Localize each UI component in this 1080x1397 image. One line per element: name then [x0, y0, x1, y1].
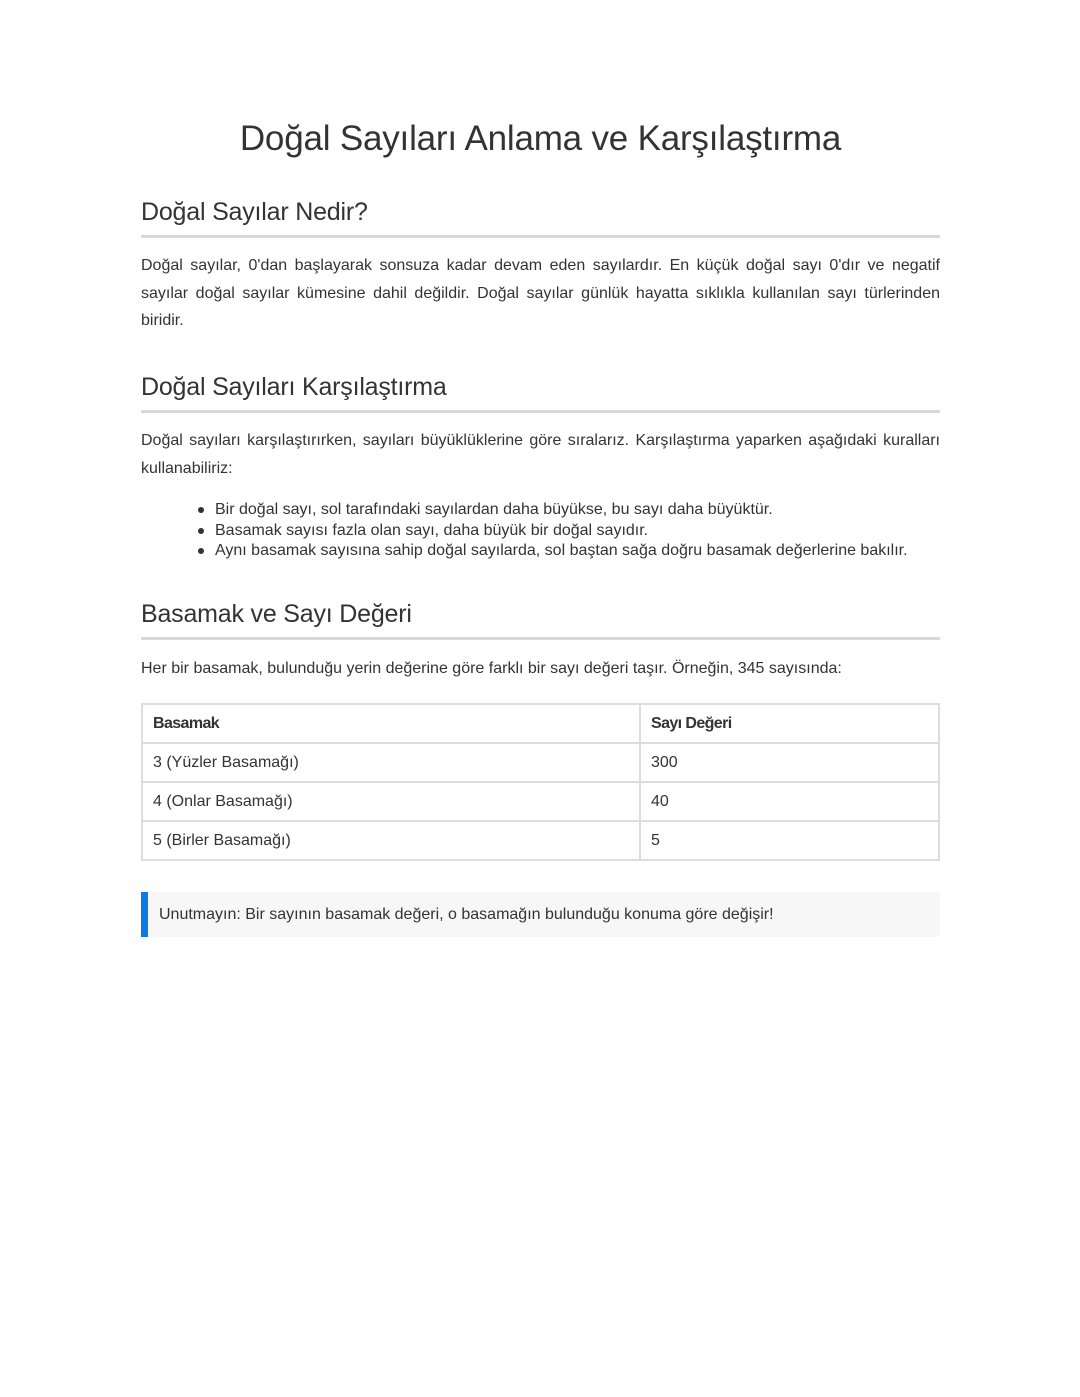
table-cell-digit: 5 (Birler Basamağı): [142, 821, 640, 860]
place-value-table: [141, 703, 940, 861]
section-heading-comparison: Doğal Sayıları Karşılaştırma: [141, 370, 940, 413]
natural-numbers-paragraph: Doğal sayılar, 0'dan başlayarak sonsuza kadar devam eden sayılardır. En küçük doğal sayı 0'dır ve negatif sayılar doğal sayılar kümesine dahil değildir. Doğal sayılar günlük hayatta sıklıkla kullanılan sayı türlerinden biridir.: [141, 257, 940, 329]
section-heading-natural-numbers: Doğal Sayılar Nedir?: [141, 195, 940, 238]
reminder-callout: Unutmayın: Bir sayının basamak değeri, o basamağın bulunduğu konuma göre değişir!: [141, 892, 940, 937]
list-item-text: Bir doğal sayı, sol tarafındaki sayılardan daha büyükse, bu sayı daha büyüktür.: [215, 501, 773, 518]
table-row: [142, 743, 939, 782]
bullet-icon: [198, 507, 204, 513]
column-header-digit: Basamak: [142, 704, 640, 743]
list-item: [215, 521, 940, 542]
bullet-icon: [198, 528, 204, 534]
table-cell-value: 40: [640, 782, 939, 821]
list-item: [215, 541, 940, 562]
comparison-rules-list: [141, 500, 940, 562]
bullet-icon: [198, 548, 204, 554]
table-header-row: [142, 704, 939, 743]
table-cell-digit: 4 (Onlar Basamağı): [142, 782, 640, 821]
table-row: [142, 821, 939, 860]
comparison-paragraph: Doğal sayıları karşılaştırırken, sayıları büyüklüklerine göre sıralarız. Karşılaştırma yaparken aşağıdaki kuralları kullanabiliriz:: [141, 432, 940, 477]
document-title: Doğal Sayıları Anlama ve Karşılaştırma: [239, 119, 842, 158]
list-item: [215, 500, 940, 521]
list-item-text: Basamak sayısı fazla olan sayı, daha büyük bir doğal sayıdır.: [215, 521, 649, 539]
section-heading-place-value: Basamak ve Sayı Değeri: [141, 597, 940, 640]
table-row: [142, 782, 939, 821]
column-header-value: Sayı Değeri: [640, 704, 939, 743]
table-cell-digit: 3 (Yüzler Basamağı): [142, 743, 640, 782]
table-cell-value: 5: [640, 821, 939, 860]
table-cell-value: 300: [640, 743, 939, 782]
list-item-text: Aynı basamak sayısına sahip doğal sayılarda, sol baştan sağa doğru basamak değerlerine bakılır.: [215, 542, 908, 559]
place-value-paragraph: Her bir basamak, bulunduğu yerin değerine göre farklı bir sayı değeri taşır. Örneğin, 345 sayısında:: [141, 660, 842, 677]
